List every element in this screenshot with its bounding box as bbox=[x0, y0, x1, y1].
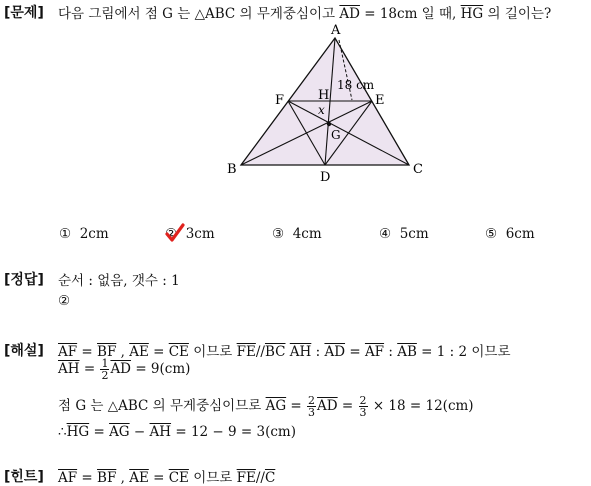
choice-1-num: ① bbox=[59, 226, 72, 242]
choice-5[interactable] bbox=[485, 226, 535, 242]
text: = 9(cm) bbox=[135, 361, 191, 377]
seg: $\overline{CE}$ bbox=[168, 470, 189, 486]
seg: $\overline{BF}$ bbox=[97, 344, 117, 360]
point-g bbox=[327, 122, 331, 126]
text: = 12 − 9 = 3(cm) bbox=[175, 424, 296, 440]
choice-1-label: 2cm bbox=[79, 226, 109, 242]
question-pre: 다음 그림에서 점 G 는 △ABC 의 무게중심이고 bbox=[58, 6, 340, 22]
seg: $\overline{AD}$ bbox=[317, 398, 338, 414]
hint-tag: [힌트] bbox=[4, 469, 44, 485]
choice-4-label: 5cm bbox=[399, 226, 429, 242]
seg: $\overline{AH}$ bbox=[58, 361, 80, 377]
explanation-line-1: $\overline{AF} = \overline{BF}$ , $\overline{AE} = \overline{CE}$ 이므로 $\overline{FE}//\overline{BC}$ $\overline{AH}$ : $\overline{AD} = \overline{AF}$ : $\overline{AB} = 1$ : 2 이므로 bbox=[58, 344, 511, 360]
choice-3-num: ③ bbox=[272, 226, 285, 242]
seg: $\overline{BC}$ bbox=[264, 344, 286, 360]
segment-ad: $\overline{AD}$ bbox=[339, 6, 360, 22]
text: 점 G 는 △ABC 의 무게중심이므로 bbox=[58, 398, 262, 414]
label-a: A bbox=[331, 23, 341, 38]
problem-tag: [문제] bbox=[4, 5, 44, 21]
answer-line-1: 순서 : 없음, 갯수 : 1 bbox=[58, 273, 180, 289]
seg: $\overline{AH}$ bbox=[149, 424, 172, 440]
fraction: $\frac{2}{3}$ bbox=[308, 394, 316, 419]
question-mid: = 18cm 일 때, bbox=[359, 6, 461, 22]
seg: $\overline{AF}$ bbox=[58, 344, 78, 360]
choice-5-num: ⑤ bbox=[485, 226, 498, 242]
seg: $\overline{C}$ bbox=[264, 470, 276, 486]
label-h: H bbox=[318, 88, 330, 103]
question-post: 의 길이는? bbox=[483, 6, 552, 22]
text: × 18 = 12(cm) bbox=[372, 398, 474, 414]
text: 이므로 bbox=[193, 470, 233, 486]
seg: $\overline{AD}$ bbox=[110, 361, 132, 377]
label-length: 18 cm bbox=[337, 78, 375, 92]
seg: $\overline{AF}$ bbox=[364, 344, 385, 360]
choice-2-num: ② bbox=[165, 226, 178, 242]
label-e: E bbox=[375, 93, 385, 108]
answer-tag: [정답] bbox=[4, 272, 44, 288]
seg: $\overline{FE}$ bbox=[236, 344, 256, 360]
label-f: F bbox=[275, 93, 285, 108]
choice-4-num: ④ bbox=[379, 226, 392, 242]
text: 이므로 bbox=[193, 344, 233, 360]
choice-4[interactable] bbox=[379, 226, 429, 242]
explanation-tag: [해설] bbox=[4, 343, 44, 359]
fraction: $\frac{1}{2}$ bbox=[101, 357, 109, 382]
choice-1[interactable] bbox=[59, 226, 109, 242]
label-x: x bbox=[318, 103, 325, 117]
seg: $\overline{CE}$ bbox=[168, 344, 189, 360]
explanation-line-2: $\overline{AH}$ = $\frac{1}{2}$ $\overline{AD} = 9(cm)$ bbox=[58, 357, 191, 382]
segment-hg: $\overline{HG}$ bbox=[460, 6, 484, 22]
answer-line-2: ② bbox=[58, 293, 71, 309]
check-mark-icon bbox=[164, 223, 186, 245]
triangle-figure bbox=[0, 0, 591, 200]
text: = 1 : 2 이므로 bbox=[421, 344, 511, 360]
label-g: G bbox=[331, 128, 341, 142]
seg: $\overline{HG}$ bbox=[66, 424, 90, 440]
seg: $\overline{AG}$ bbox=[265, 398, 287, 414]
label-b: B bbox=[227, 162, 237, 177]
seg: $\overline{AE}$ bbox=[129, 344, 149, 360]
therefore: ∴ bbox=[58, 424, 67, 440]
seg: $\overline{BF}$ bbox=[97, 470, 117, 486]
explanation-line-4: $\therefore\overline{HG} = \overline{AG} - \overline{AH} = 12 - 9 = 3(cm)$ bbox=[58, 424, 296, 440]
label-c: C bbox=[413, 162, 423, 177]
seg: $\overline{AE}$ bbox=[129, 470, 149, 486]
seg: $\overline{AD}$ bbox=[324, 344, 346, 360]
seg: $\overline{AB}$ bbox=[397, 344, 417, 360]
seg: $\overline{FE}$ bbox=[236, 470, 256, 486]
choice-2-label: 3cm bbox=[185, 226, 215, 242]
choice-3[interactable] bbox=[272, 226, 322, 242]
label-d: D bbox=[320, 170, 331, 185]
choice-3-label: 4cm bbox=[292, 226, 322, 242]
choice-5-label: 6cm bbox=[505, 226, 535, 242]
hint-line: $\overline{AF} = \overline{BF}$ , $\overline{AE} = \overline{CE}$ 이므로 $\overline{FE}//\overline{C}$ bbox=[58, 470, 276, 486]
seg: $\overline{AF}$ bbox=[58, 470, 78, 486]
seg: $\overline{AG}$ bbox=[109, 424, 130, 440]
fraction: $\frac{2}{3}$ bbox=[359, 394, 367, 419]
seg: $\overline{AH}$ bbox=[289, 344, 312, 360]
explanation-line-3: 점 G 는 △ABC 의 무게중심이므로 $\overline{AG}$ = $\frac{2}{3}$ $\overline{AD}$ = $\frac{2}{3}$ × 18 = 12(cm) bbox=[58, 394, 474, 419]
